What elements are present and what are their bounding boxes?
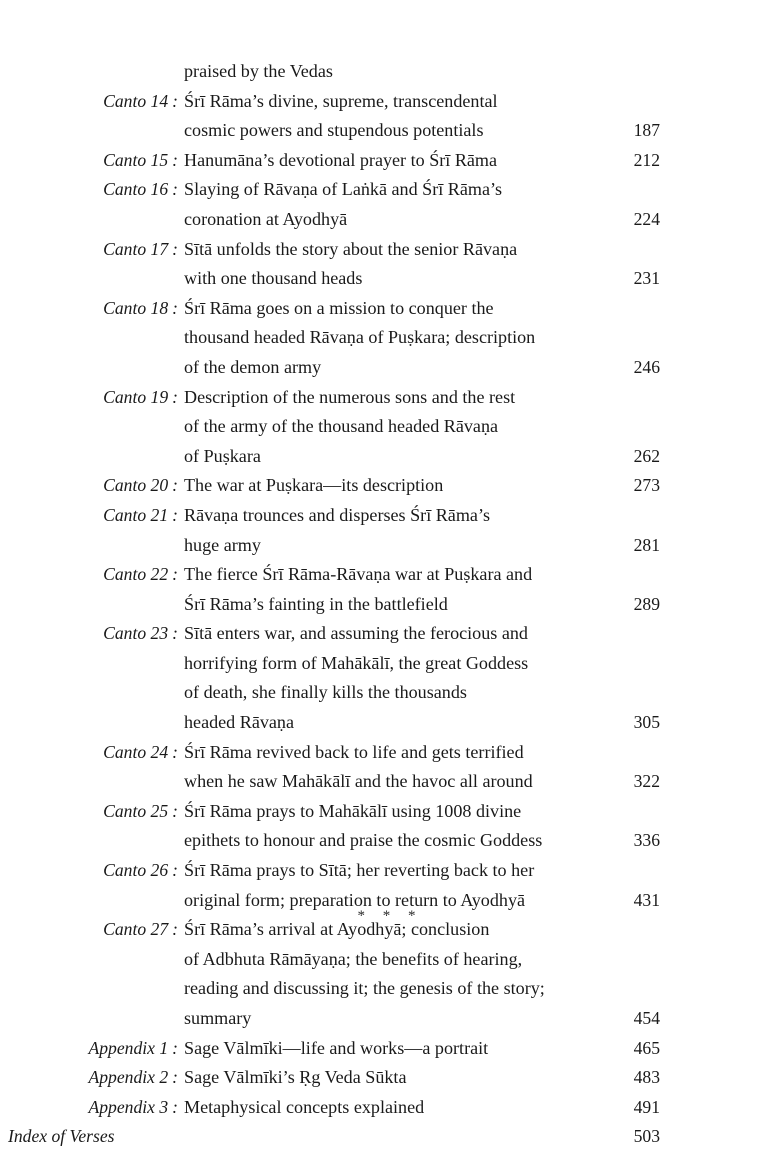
toc-entry-label-text: Appendix 2 xyxy=(88,1067,169,1088)
toc-entry-colon: : xyxy=(172,1096,178,1117)
toc-entry-title xyxy=(186,1122,574,1152)
toc-entry-label xyxy=(0,146,178,176)
toc-entry-colon: : xyxy=(172,297,178,318)
toc-entry-title-line: huge army xyxy=(184,534,261,555)
toc-entry-page-number xyxy=(574,797,780,856)
toc-entry-colon: : xyxy=(172,741,178,762)
toc-entry-label xyxy=(0,738,178,768)
toc-entry-title-line: original form; preparation to return to Ayodhyā xyxy=(184,889,526,910)
toc-entry-title-line: horrifying form of Mahākālī, the great Goddess xyxy=(184,652,529,673)
toc-entry-title-line: summary xyxy=(184,1008,252,1028)
toc-entry-label xyxy=(0,1122,186,1152)
toc-entry-label-text: Index of Verses xyxy=(8,1126,115,1147)
page-number-value: 483 xyxy=(633,1067,660,1088)
toc-entry-title-line: of Puṣkara xyxy=(184,445,261,466)
toc-entry-title-line: of the demon army xyxy=(184,356,322,377)
toc-entry-page-number xyxy=(574,383,780,472)
page-number-value: 322 xyxy=(633,771,660,792)
toc-entry-label-text: Canto 26 xyxy=(103,860,169,881)
toc-entry-page-number xyxy=(574,294,780,383)
toc-entry-label xyxy=(0,1034,178,1064)
page-number-value: 431 xyxy=(633,889,660,910)
toc-entry-title-line xyxy=(192,1122,574,1152)
toc-entry-title xyxy=(178,1034,574,1064)
toc-entry-colon: : xyxy=(172,1067,178,1088)
toc-entry-label-text: Canto 21 xyxy=(103,504,169,525)
toc-entry-colon: : xyxy=(172,564,178,585)
toc-entry-title-line: of Adbhuta Rāmāyaṇa; the benefits of hearing, xyxy=(184,948,523,969)
toc-entry-title-line: headed Rāvaṇa xyxy=(184,712,295,733)
toc-entry xyxy=(0,383,780,472)
toc-entry-label-text: Appendix 1 xyxy=(88,1037,169,1058)
toc-entry xyxy=(0,619,780,737)
toc-entry-colon: : xyxy=(172,919,178,940)
toc-entry-title-line: Śrī Rāma revived back to life and gets terrified xyxy=(184,741,524,762)
toc-entry-title-line: of death, she finally kills the thousands xyxy=(184,682,467,703)
page-number-value: 231 xyxy=(633,268,660,289)
toc-entry-title-line: when he saw Mahākālī and the havoc all around xyxy=(184,771,533,792)
toc-entry-page-number xyxy=(574,146,780,176)
toc-entry-label xyxy=(0,1063,178,1093)
toc-entry-title-line: with one thousand heads xyxy=(184,268,363,289)
toc-entry-title-line: Śrī Rāma’s arrival at Ayodhyā; conclusion xyxy=(184,919,490,940)
toc-entry xyxy=(0,175,780,234)
page-number-value: 289 xyxy=(633,593,660,614)
toc-entry xyxy=(0,856,780,915)
toc-entry xyxy=(0,738,780,797)
toc-entry-page-number xyxy=(574,738,780,797)
toc-entry-page-number xyxy=(574,915,780,1033)
page-number-value: 187 xyxy=(633,120,660,141)
toc-entry-label xyxy=(0,294,178,324)
toc-entry-colon: : xyxy=(172,475,178,496)
toc-entry-colon: : xyxy=(172,149,178,170)
toc-entry-title xyxy=(178,501,574,560)
page-number-value: 305 xyxy=(633,712,660,733)
page-number-value: 281 xyxy=(633,534,660,555)
toc-entry-label-text: Canto 19 xyxy=(103,386,169,407)
page-number-value: 491 xyxy=(633,1096,660,1117)
toc-entry-title-line: Slaying of Rāvaṇa of Laṅkā and Śrī Rāma’s xyxy=(184,179,503,200)
toc-entry xyxy=(0,501,780,560)
toc-entry-colon: : xyxy=(172,1037,178,1058)
page-number-value: 224 xyxy=(633,208,660,229)
toc-entry-colon: : xyxy=(172,504,178,525)
toc-entry-title xyxy=(178,175,574,234)
toc-entry-colon: : xyxy=(172,90,178,111)
toc-entry-title xyxy=(178,57,574,87)
page-number-value: 246 xyxy=(633,356,660,377)
toc-entry-label xyxy=(0,175,178,205)
toc-entry-title-line: reading and discussing it; the genesis of the story; xyxy=(184,978,545,999)
toc-entry-title-line: Metaphysical concepts explained xyxy=(184,1096,425,1117)
toc-entry xyxy=(0,235,780,294)
toc-entry-colon: : xyxy=(172,386,178,407)
toc-entry-label xyxy=(0,501,178,531)
page-number-value: 212 xyxy=(633,149,660,170)
toc-entry-title-line: Śrī Rāma prays to Mahākālī using 1008 divine xyxy=(184,800,522,821)
toc-entry-colon: : xyxy=(172,860,178,881)
toc-entry-page-number xyxy=(574,1034,780,1064)
toc-entry-label-text: Canto 20 xyxy=(103,475,169,496)
toc-entry-title-line: epithets to honour and praise the cosmic Goddess xyxy=(184,830,543,851)
toc-entry-page-number xyxy=(574,235,780,294)
toc-entry-title-line: Śrī Rāma goes on a mission to conquer the xyxy=(184,297,494,318)
toc-entry-title-line: Śrī Rāma’s divine, supreme, transcendental xyxy=(184,90,498,111)
toc-entry-title-line: praised by the Vedas xyxy=(184,61,333,81)
toc-entry-title-line: coronation at Ayodhyā xyxy=(184,208,348,229)
page-number-value: 262 xyxy=(633,445,660,466)
toc-entry-page-number xyxy=(574,560,780,619)
page-number-value: 503 xyxy=(633,1126,660,1147)
toc-entry-title-line: Description of the numerous sons and the rest xyxy=(184,386,516,407)
toc-entry-label xyxy=(0,235,178,265)
toc-entry-label-text: Canto 23 xyxy=(103,623,169,644)
toc-entry-title-line: Sage Vālmīki—life and works—a portrait xyxy=(184,1037,489,1058)
toc-entry-title-line: Hanumāna’s devotional prayer to Śrī Rāma xyxy=(184,149,498,170)
toc-entry xyxy=(0,146,780,176)
toc-entry-label xyxy=(0,87,178,117)
toc-entry-label xyxy=(0,856,178,886)
toc-entry xyxy=(0,1063,780,1093)
section-separator: * * * xyxy=(357,908,423,924)
toc-entry-label-text: Canto 15 xyxy=(103,149,169,170)
toc-entry-colon: : xyxy=(172,238,178,259)
toc-entry-title xyxy=(178,471,574,501)
toc-entry-label-text: Canto 16 xyxy=(103,179,169,200)
toc-entry-page-number xyxy=(574,856,780,915)
toc-entry xyxy=(0,1034,780,1064)
toc-entry-colon: : xyxy=(172,800,178,821)
toc-entry-label-text: Canto 18 xyxy=(103,297,169,318)
toc-entry-title-line: Śrī Rāma’s fainting in the battlefield xyxy=(184,593,448,614)
toc-entry-title-line: Sītā enters war, and assuming the ferocious and xyxy=(184,623,528,644)
toc-entry xyxy=(0,471,780,501)
toc-entry-label-text: Canto 17 xyxy=(103,238,169,259)
toc-entry-label xyxy=(0,797,178,827)
toc-entry-label-text: Canto 25 xyxy=(103,800,169,821)
toc-entry-label-text: Canto 24 xyxy=(103,741,169,762)
toc-entry-title xyxy=(178,235,574,294)
toc-entry-page-number xyxy=(574,87,780,146)
toc-entry-label xyxy=(0,560,178,590)
toc-entry-label xyxy=(0,383,178,413)
toc-entry-label xyxy=(0,619,178,649)
toc-entry xyxy=(0,560,780,619)
toc-entry-page-number xyxy=(574,175,780,234)
toc-entry-label-text: Canto 14 xyxy=(103,90,169,111)
toc-entry xyxy=(0,1122,780,1152)
toc-entry xyxy=(0,915,780,1033)
toc-entry-title xyxy=(178,87,574,146)
toc-entry-page-number xyxy=(574,1122,780,1152)
toc-entry-title-line: thousand headed Rāvaṇa of Puṣkara; description xyxy=(184,327,536,348)
toc-entry-title xyxy=(178,1063,574,1093)
toc-entry-title xyxy=(178,797,574,856)
toc-entry-page-number xyxy=(574,471,780,501)
toc-entry-title xyxy=(178,856,574,915)
toc-entry-title xyxy=(178,383,574,472)
toc-entry-title xyxy=(178,619,574,737)
toc-entry-title-line: cosmic powers and stupendous potentials xyxy=(184,120,484,141)
table-of-contents-list xyxy=(0,57,780,1152)
toc-entry-label-text: Canto 27 xyxy=(103,919,169,940)
toc-entry-title-line: Sītā unfolds the story about the senior Rāvaṇa xyxy=(184,238,518,259)
toc-entry xyxy=(0,87,780,146)
toc-entry-title-line: of the army of the thousand headed Rāvaṇa xyxy=(184,416,499,437)
toc-entry-label-text: Appendix 3 xyxy=(88,1096,169,1117)
toc-entry-colon: : xyxy=(172,623,178,644)
toc-entry-title-line: Rāvaṇa trounces and disperses Śrī Rāma’s xyxy=(184,504,491,525)
toc-entry xyxy=(0,797,780,856)
toc-entry-colon: : xyxy=(172,179,178,200)
toc-entry-label xyxy=(0,471,178,501)
toc-entry-title xyxy=(178,146,574,176)
toc-entry-label-text: Canto 22 xyxy=(103,564,169,585)
toc-entry-title-line: Śrī Rāma prays to Sītā; her reverting back to her xyxy=(184,860,535,881)
toc-entry-title xyxy=(178,294,574,383)
page-number-value: 454 xyxy=(633,1008,660,1028)
toc-entry-page-number xyxy=(574,1063,780,1093)
toc-entry xyxy=(0,294,780,383)
toc-entry-title xyxy=(178,560,574,619)
page-number-value: 273 xyxy=(633,475,660,496)
toc-entry-title xyxy=(178,738,574,797)
toc-entry-title-line: The war at Puṣkara—its description xyxy=(184,475,444,496)
toc-entry xyxy=(0,57,780,87)
toc-entry-title-line: The fierce Śrī Rāma-Rāvaṇa war at Puṣkara and xyxy=(184,564,533,585)
page-number-value: 336 xyxy=(633,830,660,851)
toc-entry-page-number xyxy=(574,501,780,560)
toc-entry-title xyxy=(178,915,574,1033)
toc-entry-title-line: Sage Vālmīki’s Ṛg Veda Sūkta xyxy=(184,1067,407,1088)
toc-entry-page-number xyxy=(574,619,780,737)
page-number-value: 465 xyxy=(633,1037,660,1058)
